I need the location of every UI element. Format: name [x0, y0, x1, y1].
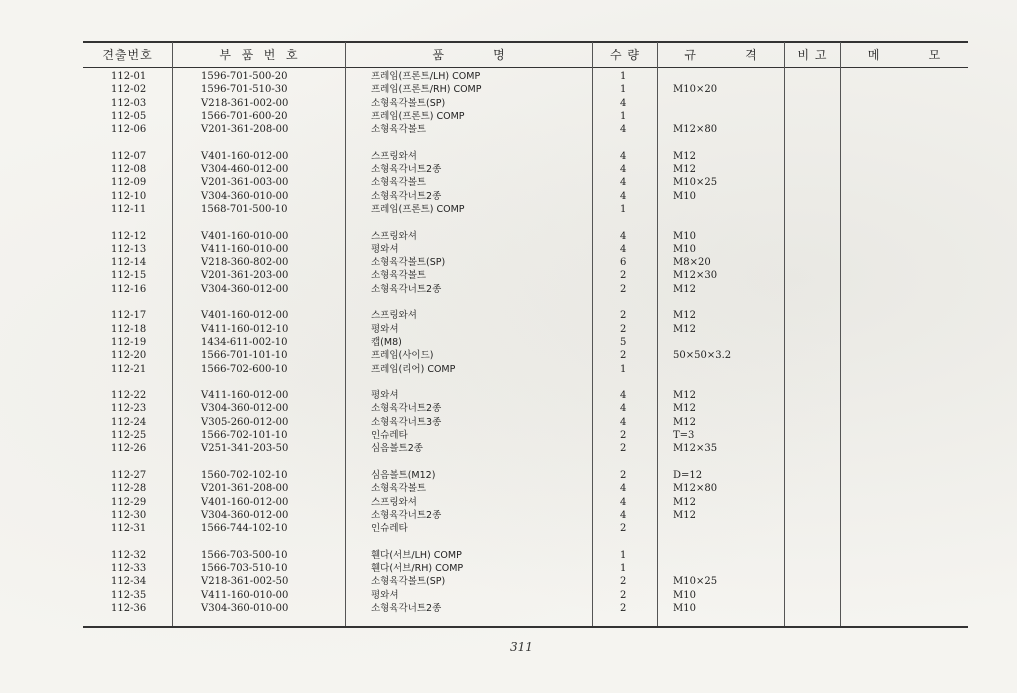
cell-spec: M12 [673, 283, 696, 295]
row-group [83, 230, 968, 296]
cell-part-name: 휀다(서브/RH) COMP [371, 562, 464, 574]
table-row [83, 575, 968, 588]
cell-part-name: 인슈레타 [371, 430, 408, 442]
cell-spec: M10×25 [673, 576, 718, 588]
cell-spec: M10 [673, 589, 696, 601]
cell-no: 112-01 [111, 71, 147, 82]
cell-no: 112-14 [111, 257, 147, 269]
cell-no: 112-17 [111, 310, 147, 322]
row-group [83, 389, 968, 455]
cell-part-name: 스프링와셔 [371, 150, 417, 162]
cell-quantity: 4 [620, 97, 627, 109]
cell-quantity: 2 [620, 443, 627, 455]
cell-quantity: 5 [620, 336, 627, 348]
cell-no: 112-30 [111, 509, 147, 521]
cell-no: 112-25 [111, 430, 147, 442]
cell-spec: M12 [673, 509, 696, 521]
cell-spec: D=12 [673, 469, 703, 481]
cell-part-number: V411-160-012-00 [201, 390, 289, 402]
cell-no: 112-08 [111, 164, 147, 176]
parts-table-body [83, 70, 968, 628]
cell-part-number: V304-360-012-00 [201, 403, 289, 415]
table-row [83, 83, 968, 96]
cell-no: 112-06 [111, 124, 147, 136]
cell-quantity: 2 [620, 576, 627, 588]
cell-no: 112-21 [111, 363, 147, 375]
cell-quantity: 4 [620, 496, 627, 508]
cell-part-name: 소형육각볼트 [371, 124, 427, 136]
cell-no: 112-05 [111, 110, 147, 122]
table-row [83, 402, 968, 415]
cell-quantity: 4 [620, 390, 627, 402]
cell-spec: M12×80 [673, 483, 718, 495]
table-row [83, 349, 968, 362]
table-row [83, 482, 968, 495]
cell-spec: M12 [673, 310, 696, 322]
cell-part-name: 평와셔 [371, 243, 399, 255]
table-row [83, 469, 968, 482]
cell-quantity: 2 [620, 283, 627, 295]
header-quantity: 수 량 [610, 48, 640, 62]
header-no: 견출번호 [102, 48, 153, 62]
cell-part-number: V218-360-802-00 [201, 257, 289, 269]
cell-quantity: 4 [620, 403, 627, 415]
cell-part-name: 소형육각볼트 [371, 270, 427, 282]
cell-no: 112-28 [111, 483, 147, 495]
cell-no: 112-15 [111, 270, 147, 282]
cell-no: 112-20 [111, 350, 147, 362]
cell-part-number: V201-361-003-00 [201, 177, 289, 189]
table-row [83, 496, 968, 509]
cell-quantity: 2 [620, 270, 627, 282]
table-row [83, 110, 968, 123]
cell-no: 112-16 [111, 283, 147, 295]
cell-quantity: 1 [620, 562, 627, 574]
cell-no: 112-33 [111, 562, 147, 574]
cell-part-name: 인슈레타 [371, 523, 408, 535]
table-row [83, 509, 968, 522]
table-row [83, 589, 968, 602]
cell-part-number: 1566-701-600-20 [201, 110, 288, 122]
table-row [83, 363, 968, 376]
cell-part-number: V411-160-010-00 [201, 589, 289, 601]
cell-no: 112-19 [111, 336, 147, 348]
cell-quantity: 4 [620, 416, 627, 428]
cell-quantity: 1 [620, 549, 627, 561]
cell-part-number: 1566-702-101-10 [201, 430, 288, 442]
cell-part-name: 소형육각너트2종 [371, 164, 442, 176]
cell-no: 112-32 [111, 549, 147, 561]
cell-quantity: 4 [620, 230, 627, 242]
cell-spec: 50×50×3.2 [673, 350, 732, 362]
cell-no: 112-07 [111, 150, 147, 162]
cell-part-number: V401-160-012-00 [201, 310, 289, 322]
cell-quantity: 1 [620, 363, 627, 375]
header-memo: 메 모 [867, 48, 942, 62]
cell-quantity: 2 [620, 350, 627, 362]
cell-part-name: 휀다(서브/LH) COMP [371, 549, 462, 561]
cell-spec: M8×20 [673, 257, 711, 269]
cell-spec: M10 [673, 243, 696, 255]
cell-part-number: V304-360-012-00 [201, 283, 289, 295]
cell-part-name: 프레임(사이드) [371, 350, 434, 362]
cell-no: 112-31 [111, 523, 147, 535]
table-row [83, 256, 968, 269]
cell-part-name: 평와셔 [371, 390, 399, 402]
cell-spec: M10 [673, 190, 696, 202]
cell-part-name: 평와셔 [371, 589, 399, 601]
cell-part-name: 프레임(리어) COMP [371, 363, 456, 375]
cell-spec: M12 [673, 150, 696, 162]
table-row [83, 323, 968, 336]
cell-part-number: 1566-744-102-10 [201, 523, 288, 535]
cell-part-number: 1568-701-500-10 [201, 203, 288, 215]
cell-spec: T=3 [673, 430, 695, 442]
table-row [83, 429, 968, 442]
cell-spec: M12×30 [673, 270, 718, 282]
cell-spec: M12 [673, 496, 696, 508]
cell-no: 112-11 [111, 203, 147, 215]
row-group [83, 70, 968, 136]
table-row [83, 176, 968, 189]
cell-part-number: V201-361-208-00 [201, 483, 289, 495]
cell-part-name: 캡(M8) [371, 336, 402, 348]
cell-quantity: 6 [620, 257, 627, 269]
cell-spec: M12×35 [673, 443, 718, 455]
table-row [83, 123, 968, 136]
cell-quantity: 4 [620, 124, 627, 136]
cell-no: 112-13 [111, 243, 147, 255]
cell-quantity: 1 [620, 203, 627, 215]
cell-part-number: V305-260-012-00 [201, 416, 289, 428]
table-row [83, 416, 968, 429]
header-part-name: 품 명 [432, 48, 506, 62]
cell-quantity: 4 [620, 509, 627, 521]
cell-part-number: V411-160-010-00 [201, 243, 289, 255]
cell-quantity: 4 [620, 243, 627, 255]
cell-no: 112-29 [111, 496, 147, 508]
cell-part-name: 소형육각볼트 [371, 177, 427, 189]
table-row [83, 70, 968, 83]
table-row [83, 230, 968, 243]
row-group [83, 549, 968, 615]
cell-part-number: V304-360-010-00 [201, 190, 289, 202]
cell-quantity: 2 [620, 523, 627, 535]
table-row [83, 150, 968, 163]
cell-no: 112-24 [111, 416, 147, 428]
table-row [83, 269, 968, 282]
cell-quantity: 4 [620, 164, 627, 176]
table-row [83, 522, 968, 535]
row-group [83, 150, 968, 216]
cell-quantity: 1 [620, 84, 627, 96]
cell-spec: M10×20 [673, 84, 718, 96]
cell-part-number: V201-361-208-00 [201, 124, 289, 136]
cell-part-name: 프레임(프론트) COMP [371, 203, 465, 215]
table-row [83, 602, 968, 615]
cell-part-name: 심음볼트2종 [371, 443, 423, 455]
cell-no: 112-22 [111, 390, 147, 402]
cell-part-name: 소형육각너트3종 [371, 416, 442, 428]
cell-no: 112-34 [111, 576, 147, 588]
table-row [83, 243, 968, 256]
cell-part-number: 1566-703-510-10 [201, 562, 288, 574]
cell-part-number: V251-341-203-50 [201, 443, 289, 455]
cell-part-name: 소형육각볼트(SP) [371, 97, 446, 109]
cell-quantity: 4 [620, 177, 627, 189]
cell-part-name: 심음볼트(M12) [371, 469, 436, 481]
cell-part-number: 1596-701-500-20 [201, 71, 288, 82]
cell-part-name: 평와셔 [371, 323, 399, 335]
table-row [83, 163, 968, 176]
table-row [83, 562, 968, 575]
cell-part-number: 1566-703-500-10 [201, 549, 288, 561]
cell-no: 112-23 [111, 403, 147, 415]
cell-part-number: 1596-701-510-30 [201, 84, 288, 96]
cell-part-number: V401-160-012-00 [201, 496, 289, 508]
cell-part-number: V411-160-012-10 [201, 323, 289, 335]
cell-no: 112-10 [111, 190, 147, 202]
cell-quantity: 2 [620, 469, 627, 481]
cell-spec: M10 [673, 602, 696, 614]
cell-quantity: 1 [620, 71, 627, 82]
cell-quantity: 4 [620, 150, 627, 162]
cell-no: 112-12 [111, 230, 147, 242]
cell-no: 112-09 [111, 177, 147, 189]
cell-part-number: V218-361-002-00 [201, 97, 289, 109]
cell-spec: M12 [673, 403, 696, 415]
cell-part-name: 프레임(프론트) COMP [371, 110, 465, 122]
cell-part-name: 스프링와셔 [371, 496, 417, 508]
cell-spec: M12×80 [673, 124, 718, 136]
cell-part-number: 1566-702-600-10 [201, 363, 288, 375]
cell-part-number: 1434-611-002-10 [201, 336, 288, 348]
table-row [83, 442, 968, 455]
cell-spec: M12 [673, 390, 696, 402]
cell-no: 112-03 [111, 97, 147, 109]
cell-part-name: 소형육각볼트(SP) [371, 257, 446, 269]
header-remark: 비 고 [797, 48, 828, 62]
cell-part-number: V401-160-012-00 [201, 150, 289, 162]
cell-part-name: 프레임(프론트/RH) COMP [371, 84, 482, 96]
cell-quantity: 1 [620, 110, 627, 122]
cell-no: 112-18 [111, 323, 147, 335]
cell-part-name: 소형육각볼트 [371, 483, 427, 495]
header-part-number: 부 품 번 호 [219, 48, 299, 62]
cell-part-name: 소형육각너트2종 [371, 602, 442, 614]
table-row [83, 97, 968, 110]
cell-spec: M10 [673, 230, 696, 242]
table-row [83, 309, 968, 322]
cell-spec: M12 [673, 323, 696, 335]
cell-no: 112-27 [111, 469, 147, 481]
table-row [83, 549, 968, 562]
table-row [83, 283, 968, 296]
cell-part-name: 소형육각너트2종 [371, 190, 442, 202]
row-group [83, 309, 968, 375]
cell-no: 112-35 [111, 589, 147, 601]
cell-part-number: V201-361-203-00 [201, 270, 289, 282]
cell-quantity: 2 [620, 589, 627, 601]
cell-part-number: V304-360-010-00 [201, 602, 289, 614]
cell-spec: M10×25 [673, 177, 718, 189]
cell-quantity: 4 [620, 483, 627, 495]
cell-spec: M12 [673, 416, 696, 428]
table-row [83, 203, 968, 216]
table-row [83, 190, 968, 203]
cell-part-name: 스프링와셔 [371, 310, 417, 322]
header-spec: 규 격 [684, 48, 758, 62]
cell-part-name: 소형육각너트2종 [371, 509, 442, 521]
cell-quantity: 2 [620, 323, 627, 335]
cell-part-name: 스프링와셔 [371, 230, 417, 242]
cell-quantity: 4 [620, 190, 627, 202]
cell-part-number: 1560-702-102-10 [201, 469, 288, 481]
row-group [83, 469, 968, 535]
cell-part-number: V304-460-012-00 [201, 164, 289, 176]
cell-part-name: 프레임(프론트/LH) COMP [371, 71, 481, 82]
cell-part-number: V304-360-012-00 [201, 509, 289, 521]
cell-part-name: 소형육각너트2종 [371, 283, 442, 295]
cell-spec: M12 [673, 164, 696, 176]
cell-part-name: 소형육각너트2종 [371, 403, 442, 415]
cell-no: 112-26 [111, 443, 147, 455]
cell-no: 112-02 [111, 84, 147, 96]
cell-quantity: 2 [620, 602, 627, 614]
table-header-rule [83, 67, 968, 68]
cell-quantity: 2 [620, 430, 627, 442]
cell-quantity: 2 [620, 310, 627, 322]
cell-no: 112-36 [111, 602, 147, 614]
cell-part-number: 1566-701-101-10 [201, 350, 288, 362]
cell-part-number: V218-361-002-50 [201, 576, 289, 588]
table-row [83, 389, 968, 402]
table-row [83, 336, 968, 349]
cell-part-name: 소형육각볼트(SP) [371, 576, 446, 588]
cell-part-number: V401-160-010-00 [201, 230, 289, 242]
page-number: 311 [510, 640, 533, 654]
